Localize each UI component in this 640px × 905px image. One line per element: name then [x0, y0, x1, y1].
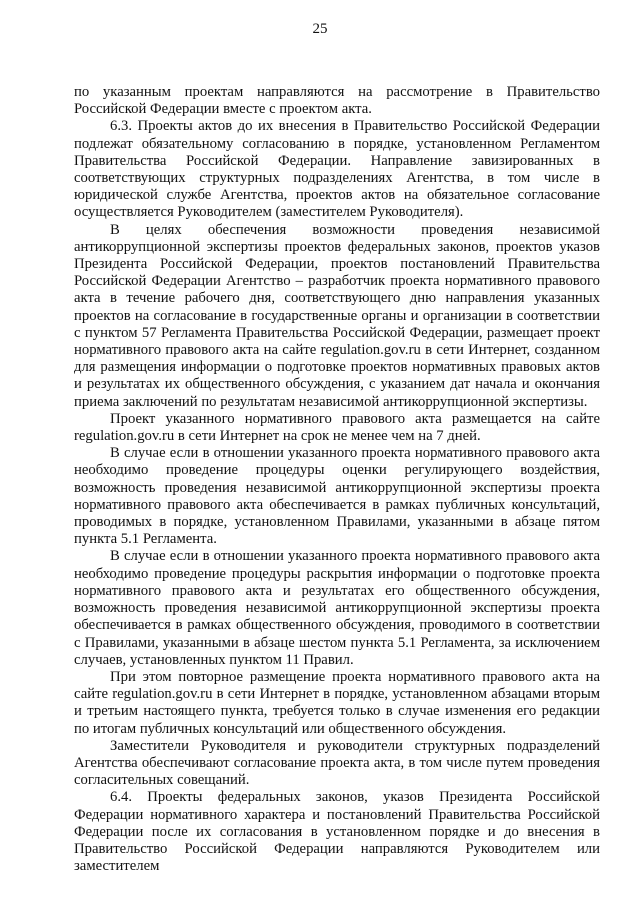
paragraph-public-discussion: В случае если в отношении указанного проекта нормативного правового акта необходимо проведение процедуры раскрытия информации о подготовке проекта нормативного правового акта и результатах его общественного обсуждения, возможность проведения независимой антикоррупционной экспертизы проекта обеспечивается в рамках общественного обсуждения, проводимого в соответствии с Правилами, указанными в абзаце шестом пункта 5.1 Регламента, за исключением случаев, установленных пунктом 11 Правил. — [74, 548, 600, 668]
paragraph-placement-term: Проект указанного нормативного правового акта размещается на сайте regulation.gov.ru в сети Интернет на срок не менее чем на 7 дней. — [74, 410, 600, 445]
paragraph-6-3: 6.3. Проекты актов до их внесения в Правительство Российской Федерации подлежат обязательному согласованию в порядке, установленном Регламентом Правительства Российской Федерации. Направление завизированных в соответствующих структурных подразделениях Агентства, в том числе в юридической службе Агентства, проектов актов на обязательное согласование осуществляется Руководителем (заместителем Руководителя). — [74, 118, 600, 221]
paragraph-anticorruption-expertise: В целях обеспечения возможности проведения независимой антикоррупционной экспертизы проектов федеральных законов, проектов указов Президента Российской Федерации, проектов постановлений Правительства Российской Федерации Агентство – разработчик проекта нормативного правового акта в течение рабочего дня, соответствующего дню направления указанных проектов на согласование в государственные органы и организации в соответствии с пунктом 57 Регламента Правительства Российской Федерации, размещает проект нормативного правового акта на сайте regulation.gov.ru в сети Интернет, созданном для размещения информации о подготовке проектов нормативных правовых актов и результатах их общественного обсуждения, с указанием дат начала и окончания приема заключений по результатам независимой антикоррупционной экспертизы. — [74, 221, 600, 410]
paragraph-6-4: 6.4. Проекты федеральных законов, указов Президента Российской Федерации нормативного характера и постановлений Правительства Российской Федерации после их согласования в установленном порядке и до внесения в Правительство Российской Федерации направляются Руководителем или заместителем — [74, 789, 600, 875]
paragraph-deputies: Заместители Руководителя и руководители структурных подразделений Агентства обеспечивают согласование проекта акта, в том числе путем проведения согласительных совещаний. — [74, 737, 600, 789]
paragraph-continuation: по указанным проектам направляются на рассмотрение в Правительство Российской Федерации вместе с проектом акта. — [74, 84, 600, 118]
paragraph-regulatory-impact: В случае если в отношении указанного проекта нормативного правового акта необходимо проведение процедуры оценки регулирующего воздействия, возможность проведения независимой антикоррупционной экспертизы проекта нормативного правового акта обеспечивается в рамках публичных консультаций, проводимых в порядке, установленном Правилами, указанными в абзаце пятом пункта 5.1 Регламента. — [74, 445, 600, 548]
document-body — [74, 84, 600, 875]
paragraph-repeat-placement: При этом повторное размещение проекта нормативного правового акта на сайте regulation.gov.ru в сети Интернет в порядке, установленном абзацами вторым и третьим настоящего пункта, требуется только в случае изменения его редакции по итогам публичных консультаций или общественного обсуждения. — [74, 668, 600, 737]
page-number: 25 — [312, 21, 328, 37]
